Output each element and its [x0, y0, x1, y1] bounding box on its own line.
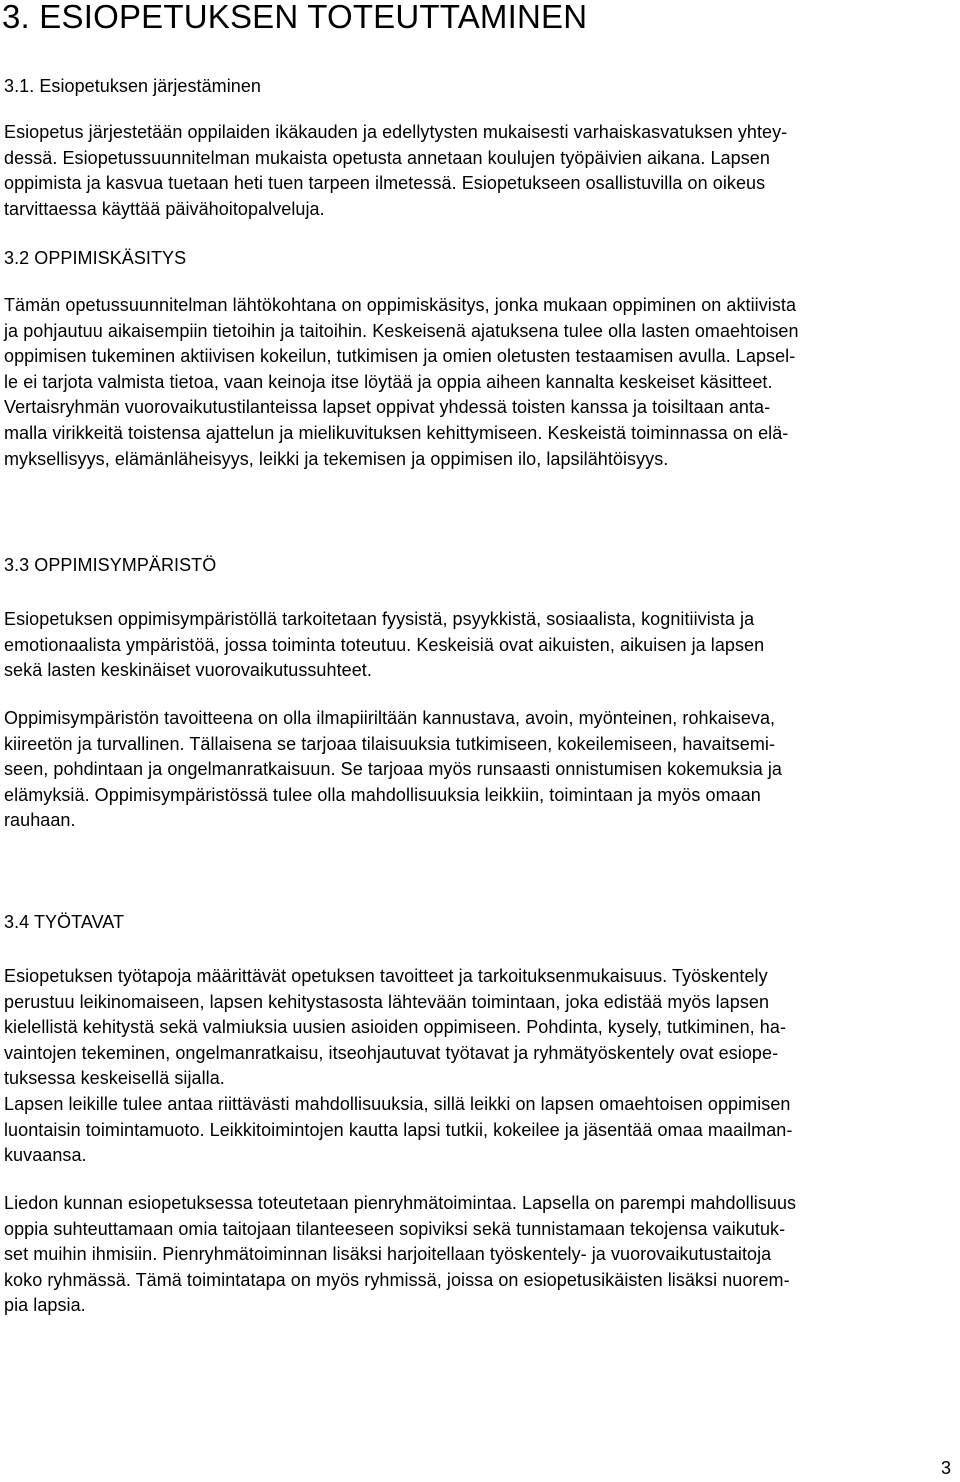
- paragraph-3-2-1: [4, 293, 952, 472]
- paragraph-3-3-2: [4, 706, 952, 834]
- section-heading-3-1: 3.1. Esiopetuksen järjestäminen: [4, 76, 262, 96]
- text-line: Liedon kunnan esiopetuksessa toteutetaan pienryhmätoimintaa. Lapsella on parempi mahdollisuus: [4, 1193, 797, 1213]
- text-line: seen, pohdintaan ja ongelmanratkaisuun. Se tarjoaa myös runsaasti onnistumisen kokemuksia ja: [4, 759, 782, 780]
- text-line: malla virikkeitä toistensa ajattelun ja mielikuvituksen kehittymiseen. Keskeistä toiminnassa on elä-: [4, 422, 789, 443]
- text-line: tuksessa keskeisellä sijalla.: [4, 1068, 225, 1089]
- text-line: koko ryhmässä. Tämä toimintatapa on myös ryhmissä, joissa on esiopetusikäisten lisäksi nuorem-: [4, 1269, 790, 1290]
- text-line: rauhaan.: [4, 810, 76, 831]
- text-line: Esiopetuksen työtapoja määrittävät opetuksen tavoitteet ja tarkoituksenmukaisuus. Työskentely: [4, 966, 768, 986]
- text-line: luontaisin toimintamuoto. Leikkitoimintojen kautta lapsi tutkii, kokeilee ja jäsentää omaa maailman-: [4, 1119, 793, 1140]
- text-line: pia lapsia.: [4, 1295, 86, 1316]
- text-line: Vertaisryhmän vuorovaikutustilanteissa lapset oppivat yhdessä toisten kanssa ja toisiltaan anta-: [4, 397, 771, 418]
- section-heading-3-4: 3.4 TYÖTAVAT: [4, 912, 125, 932]
- text-line: tarvittaessa käyttää päivähoitopalveluja.: [4, 198, 325, 219]
- page-number: 3: [941, 1458, 952, 1478]
- paragraph-3-4-2: [4, 1191, 952, 1319]
- text-line: kiireetön ja turvallinen. Tällaisena se tarjoaa tilaisuuksia tutkimiseen, kokeilemiseen, havaitsemi-: [4, 733, 776, 754]
- text-line: oppimista ja kasvua tuetaan heti tuen tarpeen ilmetessä. Esiopetukseen osallistuvilla on oikeus: [4, 173, 766, 194]
- text-line: set muihin ihmisiin. Pienryhmätoiminnan lisäksi harjoitellaan työskentely- ja vuorovaikutustaitoja: [4, 1244, 772, 1265]
- section-heading-3-3: 3.3 OPPIMISYMPÄRISTÖ: [4, 555, 217, 575]
- text-line: ja pohjautuu aikaisempiin tietoihin ja taitoihin. Keskeisenä ajatuksena tulee olla lasten omaehtoisen: [4, 320, 799, 341]
- paragraph-3-4-1: [4, 964, 952, 1169]
- section-heading-3-2: 3.2 OPPIMISKÄSITYS: [4, 248, 187, 268]
- chapter-title: 3. ESIOPETUKSEN TOTEUTTAMINEN: [2, 0, 588, 35]
- paragraph-3-1-1: [4, 120, 952, 222]
- text-line: myksellisyys, elämänläheisyys, leikki ja tekemisen ja oppimisen ilo, lapsilähtöisyys.: [4, 448, 669, 469]
- text-line: vaintojen tekeminen, ongelmanratkaisu, itseohjautuvat työtavat ja ryhmätyöskentely ovat esiope-: [4, 1042, 779, 1063]
- text-line: elämyksiä. Oppimisympäristössä tulee olla mahdollisuuksia leikkiin, toimintaan ja myös omaan: [4, 784, 761, 805]
- paragraph-3-3-1: [4, 607, 952, 684]
- text-line: Lapsen leikille tulee antaa riittävästi mahdollisuuksia, sillä leikki on lapsen omaehtoisen oppimisen: [4, 1093, 791, 1114]
- text-line: oppimisen tukeminen aktiivisen kokeilun, tutkimisen ja omien oletusten testaamisen avulla. Lapsel-: [4, 346, 796, 367]
- text-line: kuvaansa.: [4, 1145, 87, 1166]
- text-line: dessä. Esiopetussuunnitelman mukaista opetusta annetaan koulujen työpäivien aikana. Lapsen: [4, 147, 770, 168]
- text-line: kielellistä kehitystä sekä valmiuksia uusien asioiden oppimiseen. Pohdinta, kysely, tutkiminen, ha-: [4, 1017, 786, 1038]
- text-line: emotionaalista ympäristöä, jossa toiminta toteutuu. Keskeisiä ovat aikuisten, aikuisen ja lapsen: [4, 634, 765, 655]
- text-line: Tämän opetussuunnitelman lähtökohtana on oppimiskäsitys, jonka mukaan oppiminen on aktiivista: [4, 295, 797, 315]
- text-line: Esiopetus järjestetään oppilaiden ikäkauden ja edellytysten mukaisesti varhaiskasvatuksen yhtey-: [4, 122, 788, 142]
- text-line: oppia suhteuttamaan omia taitojaan tilanteeseen sopiviksi sekä tunnistamaan tekojensa vaikutuk-: [4, 1218, 786, 1239]
- text-line: sekä lasten keskinäiset vuorovaikutussuhteet.: [4, 660, 372, 681]
- text-line: perustuu leikinomaiseen, lapsen kehitystasosta lähtevään toimintaan, joka edistää myös lapsen: [4, 991, 770, 1012]
- text-line: Oppimisympäristön tavoitteena on olla ilmapiiriltään kannustava, avoin, myönteinen, rohkaiseva,: [4, 708, 776, 728]
- text-line: le ei tarjota valmista tietoa, vaan keinoja itse löytää ja oppia aiheen kannalta keskeiset käsitteet.: [4, 371, 773, 392]
- text-line: Esiopetuksen oppimisympäristöllä tarkoitetaan fyysistä, psyykkistä, sosiaalista, kognitiivista ja: [4, 609, 755, 629]
